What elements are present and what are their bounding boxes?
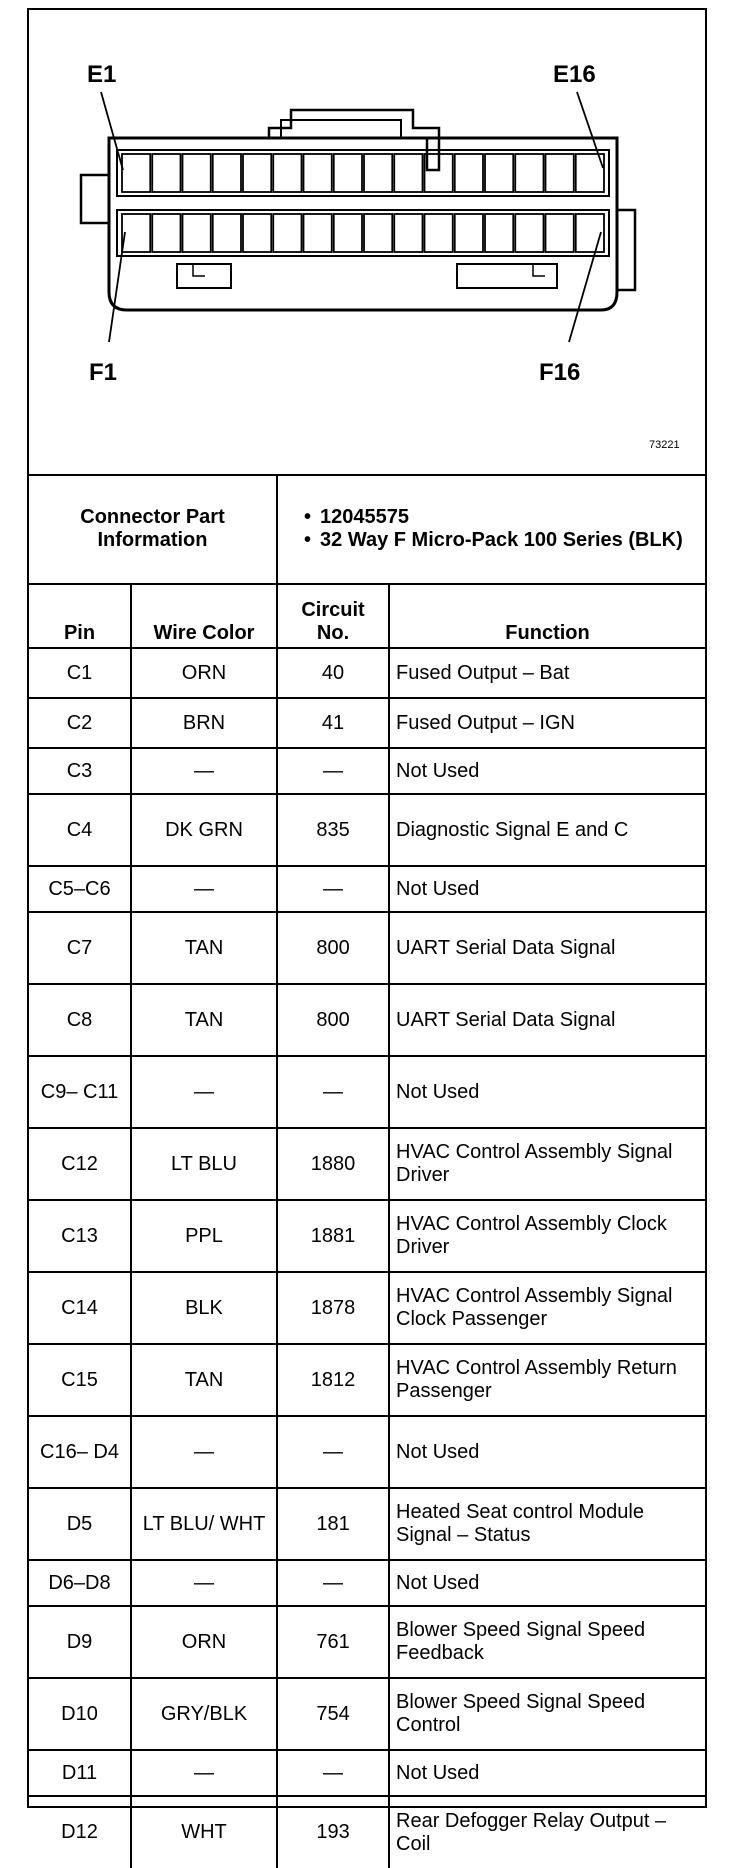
circuit-cell: — — [277, 866, 389, 912]
connector-body — [109, 138, 617, 310]
pin-cavity — [515, 154, 543, 192]
connector-sheet — [27, 8, 707, 1855]
function-cell: Not Used — [389, 1750, 705, 1796]
wire-color-cell: BRN — [131, 698, 277, 748]
part-number: • 12045575 — [308, 506, 699, 529]
pin-cavity — [243, 214, 271, 252]
table-row — [29, 698, 705, 748]
table-row — [29, 1200, 705, 1272]
pin-cavity — [394, 154, 422, 192]
pin-cavity — [183, 214, 211, 252]
left-ear — [81, 175, 109, 223]
pin-cell: C14 — [29, 1272, 131, 1344]
wire-color-cell: GRY/BLK — [131, 1678, 277, 1750]
wire-color-cell: LT BLU — [131, 1128, 277, 1200]
function-cell: Blower Speed Signal Speed Control — [389, 1678, 705, 1750]
circuit-cell: — — [277, 1750, 389, 1796]
table-row — [29, 748, 705, 794]
table-row — [29, 866, 705, 912]
wire-color-cell: — — [131, 866, 277, 912]
function-cell: Not Used — [389, 1056, 705, 1128]
wire-color-cell: PPL — [131, 1200, 277, 1272]
table-row — [29, 1488, 705, 1560]
pin-cavity — [152, 214, 180, 252]
function-cell: HVAC Control Assembly Signal Clock Passenger — [389, 1272, 705, 1344]
circuit-cell: 761 — [277, 1606, 389, 1678]
f-pin-row — [122, 214, 604, 252]
wire-color-cell: DK GRN — [131, 794, 277, 866]
pin-cell: D5 — [29, 1488, 131, 1560]
pin-cell: D9 — [29, 1606, 131, 1678]
lower-row-frame — [117, 210, 609, 256]
wire-color-cell: — — [131, 1560, 277, 1606]
pin-cavity — [394, 214, 422, 252]
pin-cavity — [455, 214, 483, 252]
label-e1: E1 — [87, 61, 117, 88]
table-row — [29, 912, 705, 984]
circuit-cell: 1812 — [277, 1344, 389, 1416]
function-cell: Not Used — [389, 1416, 705, 1488]
circuit-cell: 181 — [277, 1488, 389, 1560]
pin-cavity — [364, 154, 392, 192]
table-row — [29, 648, 705, 698]
pin-cell: C7 — [29, 912, 131, 984]
pin-cavity — [122, 154, 150, 192]
circuit-cell: 1878 — [277, 1272, 389, 1344]
pinout-table — [29, 474, 705, 1868]
function-cell: HVAC Control Assembly Return Passenger — [389, 1344, 705, 1416]
pin-cell: D12 — [29, 1796, 131, 1868]
label-f16: F16 — [539, 359, 581, 386]
pin-cavity — [485, 214, 513, 252]
pin-cell: C1 — [29, 648, 131, 698]
pin-cavity — [213, 214, 241, 252]
function-cell: HVAC Control Assembly Signal Driver — [389, 1128, 705, 1200]
pin-cavity — [273, 214, 301, 252]
pin-cavity — [243, 154, 271, 192]
pin-cavity — [304, 214, 332, 252]
pin-cavity — [273, 154, 301, 192]
top-latch-inner — [281, 120, 401, 138]
pin-cell: D11 — [29, 1750, 131, 1796]
label-f1: F1 — [89, 359, 118, 386]
connector-diagram — [29, 10, 705, 476]
wire-color-cell: — — [131, 1416, 277, 1488]
wire-color-cell: — — [131, 1750, 277, 1796]
e-pin-row — [122, 154, 604, 192]
function-cell: UART Serial Data Signal — [389, 912, 705, 984]
wire-color-cell: LT BLU/ WHT — [131, 1488, 277, 1560]
circuit-cell: 1881 — [277, 1200, 389, 1272]
table-row — [29, 1606, 705, 1678]
function-cell: Heated Seat control Module Signal – Status — [389, 1488, 705, 1560]
pin-cavity — [364, 214, 392, 252]
wire-color-cell: TAN — [131, 984, 277, 1056]
header-pin: Pin — [29, 584, 131, 648]
circuit-cell: 41 — [277, 698, 389, 748]
circuit-cell: — — [277, 1056, 389, 1128]
table-row — [29, 1416, 705, 1488]
wire-color-cell: WHT — [131, 1796, 277, 1868]
pin-cavity — [546, 154, 574, 192]
table-row — [29, 984, 705, 1056]
pin-cell: C5–C6 — [29, 866, 131, 912]
wire-color-cell: TAN — [131, 912, 277, 984]
table-row — [29, 1128, 705, 1200]
table-row — [29, 1796, 705, 1868]
pin-cavity — [485, 154, 513, 192]
connector-info-details — [277, 474, 705, 584]
function-cell: Diagnostic Signal E and C — [389, 794, 705, 866]
pin-cell: C8 — [29, 984, 131, 1056]
pin-cavity — [304, 154, 332, 192]
wire-color-cell: ORN — [131, 1606, 277, 1678]
e16-leader — [577, 92, 603, 168]
function-cell: Fused Output – IGN — [389, 698, 705, 748]
header-circuit: Circuit No. — [277, 584, 389, 648]
pin-cell: C16– D4 — [29, 1416, 131, 1488]
pin-cavity — [425, 214, 453, 252]
circuit-cell: 835 — [277, 794, 389, 866]
circuit-cell: 800 — [277, 984, 389, 1056]
circuit-cell: 40 — [277, 648, 389, 698]
right-ear — [617, 210, 635, 290]
pin-cavity — [122, 214, 150, 252]
pin-cavity — [152, 154, 180, 192]
function-cell: HVAC Control Assembly Clock Driver — [389, 1200, 705, 1272]
circuit-cell: 1880 — [277, 1128, 389, 1200]
wire-color-cell: — — [131, 1056, 277, 1128]
pin-cell: C12 — [29, 1128, 131, 1200]
pin-cell: C4 — [29, 794, 131, 866]
circuit-cell: 800 — [277, 912, 389, 984]
circuit-cell: — — [277, 748, 389, 794]
pin-cavity — [183, 154, 211, 192]
function-cell: Rear Defogger Relay Output – Coil — [389, 1796, 705, 1868]
pin-cavity — [515, 214, 543, 252]
upper-row-frame — [117, 150, 609, 196]
pin-cavity — [546, 214, 574, 252]
table-row — [29, 1678, 705, 1750]
pin-cell: C2 — [29, 698, 131, 748]
circuit-cell: — — [277, 1416, 389, 1488]
circuit-cell: 193 — [277, 1796, 389, 1868]
part-description: • 32 Way F Micro-Pack 100 Series (BLK) — [308, 529, 699, 552]
pin-cavity — [334, 214, 362, 252]
pin-cavity — [576, 214, 604, 252]
table-row — [29, 1560, 705, 1606]
function-cell: Not Used — [389, 1560, 705, 1606]
wire-color-cell: ORN — [131, 648, 277, 698]
header-function: Function — [389, 584, 705, 648]
table-row — [29, 1750, 705, 1796]
pin-cavity — [213, 154, 241, 192]
table-row — [29, 794, 705, 866]
function-cell: Fused Output – Bat — [389, 648, 705, 698]
pin-cell: C3 — [29, 748, 131, 794]
circuit-cell: — — [277, 1560, 389, 1606]
table-row — [29, 1056, 705, 1128]
pin-cell: C15 — [29, 1344, 131, 1416]
connector-info-row — [29, 474, 705, 584]
table-header-row — [29, 584, 705, 648]
pin-cell: C13 — [29, 1200, 131, 1272]
table-row — [29, 1344, 705, 1416]
function-cell: Not Used — [389, 866, 705, 912]
pin-cell: C9– C11 — [29, 1056, 131, 1128]
e1-leader — [101, 92, 123, 170]
function-cell: UART Serial Data Signal — [389, 984, 705, 1056]
wire-color-cell: TAN — [131, 1344, 277, 1416]
header-wire-color: Wire Color — [131, 584, 277, 648]
connector-drawing — [29, 10, 705, 474]
pin-cavity — [334, 154, 362, 192]
table-row — [29, 1272, 705, 1344]
figure-id: 73221 — [649, 439, 680, 451]
label-e16: E16 — [553, 61, 596, 88]
wire-color-cell: BLK — [131, 1272, 277, 1344]
pin-cell: D10 — [29, 1678, 131, 1750]
function-cell: Blower Speed Signal Speed Feedback — [389, 1606, 705, 1678]
circuit-cell: 754 — [277, 1678, 389, 1750]
wire-color-cell: — — [131, 748, 277, 794]
pin-cell: D6–D8 — [29, 1560, 131, 1606]
function-cell: Not Used — [389, 748, 705, 794]
connector-info-label: Connector Part Information — [29, 474, 277, 584]
pin-cavity — [455, 154, 483, 192]
